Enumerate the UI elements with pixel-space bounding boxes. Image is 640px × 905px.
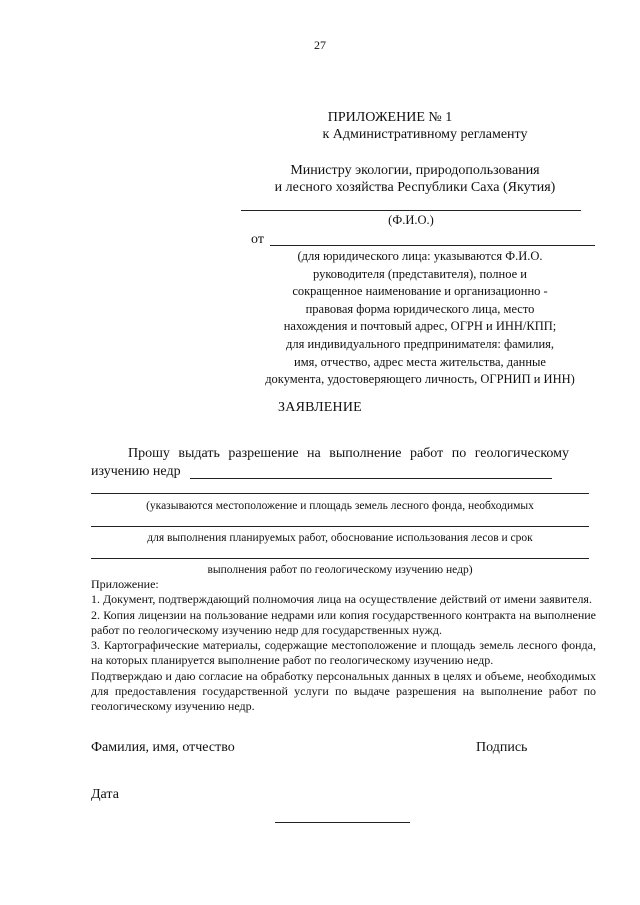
page-number: 27 bbox=[314, 38, 326, 52]
request-blank-line bbox=[190, 478, 552, 479]
attachments-section bbox=[91, 577, 596, 715]
fill-in-line bbox=[91, 526, 589, 527]
date-blank-line bbox=[275, 822, 410, 823]
addressee-line: Министру экологии, природопользования bbox=[290, 163, 540, 178]
fill-in-note: выполнения работ по геологическому изучению недр) bbox=[207, 564, 473, 576]
hint-line: правовая форма юридического лица, место bbox=[305, 301, 535, 316]
signature-label: Подпись bbox=[476, 740, 528, 755]
from-label: от bbox=[251, 232, 264, 247]
fio-caption: (Ф.И.О.) bbox=[388, 213, 434, 227]
attachments-heading: Приложение: bbox=[91, 577, 159, 591]
applicant-hint bbox=[235, 248, 605, 389]
date-label: Дата bbox=[91, 787, 119, 802]
fill-in-line bbox=[91, 558, 589, 559]
hint-line: документа, удостоверяющего личность, ОГРНИП и ИНН) bbox=[265, 372, 575, 387]
appendix-subtitle: к Административному регламенту bbox=[322, 127, 528, 142]
attachment-item: 3. Картографические материалы, содержащие местоположение и площадь земель лесного фонда, на которых планируется выполнение работ по геологическому изучению недр. bbox=[91, 638, 596, 668]
consent-text: Подтверждаю и даю согласие на обработку персональных данных в целях и объеме, необходимых для предоставления государственной услуги по выдаче разрешения на выполнение работ по геологическому изучению недр. bbox=[91, 668, 596, 714]
hint-line: руководителя (представителя), полное и bbox=[313, 266, 527, 281]
fill-in-note: для выполнения планируемых работ, обоснование использования лесов и срок bbox=[147, 532, 533, 544]
from-blank-line bbox=[270, 245, 595, 246]
hint-line: имя, отчество, адрес места жительства, данные bbox=[294, 354, 546, 369]
request-text-line: Прошу выдать разрешение на выполнение работ по геологическому bbox=[128, 446, 570, 461]
fill-in-line bbox=[91, 493, 589, 494]
hint-line: (для юридического лица: указываются Ф.И.О. bbox=[297, 249, 543, 263]
hint-line: нахождения и почтовый адрес, ОГРН и ИНН/КПП; bbox=[283, 319, 557, 334]
fill-in-note: (указываются местоположение и площадь земель лесного фонда, необходимых bbox=[146, 500, 534, 512]
hint-line: для индивидуального предпринимателя: фамилия, bbox=[285, 336, 555, 351]
hint-line: сокращенное наименование и организационно - bbox=[292, 284, 548, 299]
addressee-line: и лесного хозяйства Республики Саха (Якутия) bbox=[274, 180, 556, 195]
request-text-line: изучению недр bbox=[91, 464, 181, 479]
attachment-item: 1. Документ, подтверждающий полномочия лица на осуществление действий от имени заявителя. bbox=[91, 592, 592, 607]
attachment-item: 2. Копия лицензии на пользование недрами или копия государственного контракта на выполнение работ по геологическому изучению недр для государственных нужд. bbox=[91, 607, 596, 637]
statement-title: ЗАЯВЛЕНИЕ bbox=[278, 400, 362, 415]
fio-blank-line bbox=[241, 210, 581, 211]
addressee-block bbox=[230, 162, 600, 196]
appendix-title: ПРИЛОЖЕНИЕ № 1 bbox=[327, 110, 453, 125]
full-name-label: Фамилия, имя, отчество bbox=[91, 740, 235, 755]
